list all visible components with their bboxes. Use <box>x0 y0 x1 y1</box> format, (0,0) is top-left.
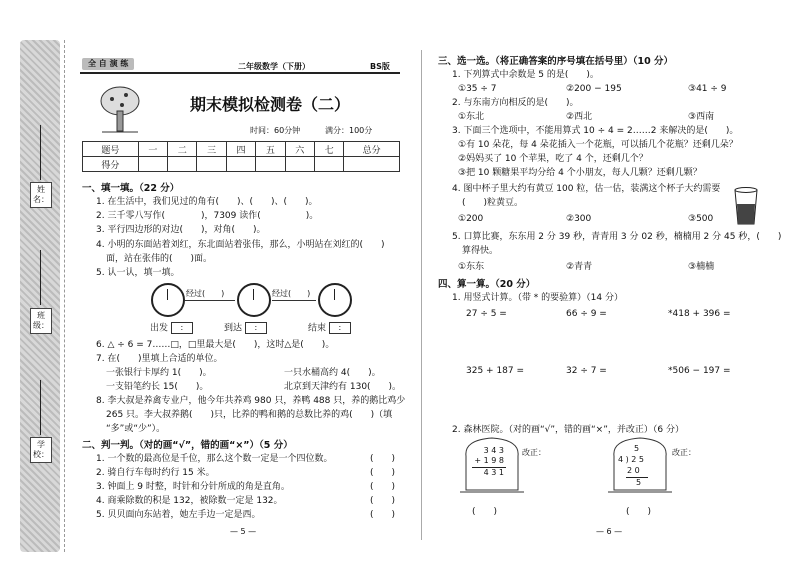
cut-line <box>64 40 65 552</box>
score-blank[interactable] <box>314 157 343 172</box>
class-label: 班级： <box>30 308 52 334</box>
s3-q5-line2: 算得快。 <box>462 246 499 256</box>
div-expression: 4 ) 2 5 <box>618 455 645 464</box>
s2-answer-2[interactable]: ( ) <box>370 468 396 478</box>
end-row <box>308 322 351 335</box>
s4-q1: 1. 用竖式计算。（带 * 的要验算）（14 分） <box>452 293 623 303</box>
s1-q4-line2: 面，站在张伟的( )面。 <box>106 254 213 264</box>
s3-q3: 3. 下面三个选项中，不能用算式 10 ÷ 4 = 2……2 来解决的是( )。 <box>452 126 739 136</box>
s3-q3-b: ②妈妈买了 10 个苹果，吃了 4 个，还剩几个？ <box>458 154 648 164</box>
score-label: 得分 <box>83 157 139 172</box>
depart-row <box>150 322 193 335</box>
score-blank[interactable] <box>285 157 314 172</box>
page-number-right: — 6 — <box>596 527 623 536</box>
calc-6: *506 − 197 = <box>668 366 731 376</box>
s3-q1-opt3: ③41 ÷ 9 <box>688 84 727 94</box>
page-divider <box>421 50 422 540</box>
name-line <box>40 125 41 180</box>
s1-q8-line1: 8. 李大叔是养禽专业户，他今年共养鸡 980 只，养鸭 488 只，养的鹅比鸡少 <box>96 396 406 406</box>
calc-1: 27 ÷ 5 = <box>466 309 507 319</box>
s3-q4-opt1: ①200 <box>458 214 484 224</box>
score-blank[interactable] <box>197 157 226 172</box>
series-logo: 全 自 演 练 <box>82 58 134 70</box>
clock-arrive-icon <box>237 283 271 317</box>
section-4-heading: 四、算一算。（20 分） <box>438 279 536 290</box>
s3-q3-c: ③把 10 颗糖果平均分给 4 个小朋友，每人几颗？还剩几颗？ <box>458 168 702 178</box>
s3-q5-opt3: ③楠楠 <box>688 262 715 272</box>
add-result: 4 3 1 <box>483 468 504 477</box>
end-time-blank[interactable]: : <box>329 322 351 334</box>
calc-4: 325 + 187 = <box>466 366 525 376</box>
score-cell: 总分 <box>344 142 400 157</box>
calc-2: 66 ÷ 9 = <box>566 309 607 319</box>
page-number-left: — 5 — <box>230 527 257 536</box>
score-blank[interactable] <box>168 157 197 172</box>
div-quotient: 5 <box>634 444 640 453</box>
subject-label: 二年级数学（下册） <box>238 62 310 71</box>
s2-item-1: 1. 一个数的最高位是千位，那么这个数一定是一个四位数。 <box>96 454 333 464</box>
s2-item-4: 4. 商乘除数的积是 132，被除数一定是 132。 <box>96 496 283 506</box>
class-line <box>40 250 41 305</box>
fix-label-right: 改正： <box>672 448 696 457</box>
section-3-heading: 三、选一选。（将正确答案的序号填在括号里）（10 分） <box>438 56 674 67</box>
depart-label: 出发 <box>150 323 169 334</box>
s2-item-3: 3. 钟面上 9 时整，时针和分针所成的角是直角。 <box>96 482 290 492</box>
arrive-row <box>224 322 267 335</box>
arrow-2 <box>272 300 316 301</box>
score-cell: 六 <box>285 142 314 157</box>
s3-q4-line1: 4. 图中杯子里大约有黄豆 100 粒，估一估，装满这个杯子大约需要 <box>452 184 721 194</box>
s2-item-5: 5. 贝贝面向东站着，她左手边一定是西。 <box>96 510 261 520</box>
s3-q4-opt3: ③500 <box>688 214 714 224</box>
hospital-tree-right <box>606 436 674 498</box>
fix-label-left: 改正： <box>522 448 546 457</box>
s1-q2: 2. 三千零八写作( )，7309 读作( )。 <box>96 211 319 221</box>
s3-q5-opt1: ①东东 <box>458 262 485 272</box>
time-limit: 时间：60分钟 <box>250 126 301 135</box>
div-product: 2 0 <box>627 466 640 475</box>
s3-q4-line2: ( )粒黄豆。 <box>462 198 524 208</box>
s3-q5-line1: 5. 口算比赛，东东用 2 分 39 秒，青青用 3 分 02 秒，楠楠用 2 分 45 秒，( ) <box>452 232 782 242</box>
elapsed-2: 经过( ) <box>272 289 311 298</box>
s1-q3: 3. 平行四边形的对边( )，对角( )。 <box>96 225 266 235</box>
s1-q7c: 一支铅笔约长 15( )。 <box>106 382 209 392</box>
s3-q1-opt2: ②200 − 195 <box>566 84 622 94</box>
elapsed-1: 经过( ) <box>186 289 225 298</box>
hospital-answer-left[interactable]: ( ) <box>472 507 498 517</box>
s2-answer-3[interactable]: ( ) <box>370 482 396 492</box>
score-cell: 题号 <box>83 142 139 157</box>
arrow-1 <box>185 300 235 301</box>
exam-title: 期末模拟检测卷（二） <box>190 95 351 114</box>
tree-illustration <box>98 85 142 135</box>
s3-q2: 2. 与东南方向相反的是( )。 <box>452 98 579 108</box>
score-cell: 二 <box>168 142 197 157</box>
student-info-strip <box>20 40 60 552</box>
arrive-time-blank[interactable]: : <box>245 322 267 334</box>
s3-q1: 1. 下列算式中余数是 5 的是( )。 <box>452 70 599 80</box>
s3-q3-a: ①有 10 朵花，每 4 朵花插入一个花瓶，可以插几个花瓶？还剩几朵？ <box>458 140 738 150</box>
clock-start-icon <box>151 283 185 317</box>
s2-answer-4[interactable]: ( ) <box>370 496 396 506</box>
add-middle: + 1 9 8 <box>474 456 504 465</box>
s1-q7: 7. 在( )里填上合适的单位。 <box>96 354 223 364</box>
s3-q2-opt2: ②西北 <box>566 112 593 122</box>
edition-label: BS版 <box>370 62 390 71</box>
s1-q4-line1: 4. 小明的东面站着刘红，东北面站着张伟，那么，小明站在刘红的( ) <box>96 240 385 250</box>
calc-5: 32 ÷ 7 = <box>566 366 607 376</box>
hospital-answer-right[interactable]: ( ) <box>626 507 652 517</box>
score-cell: 四 <box>226 142 255 157</box>
s3-q2-opt3: ③西南 <box>688 112 715 122</box>
score-blank[interactable] <box>256 157 285 172</box>
school-line <box>40 380 41 435</box>
s3-q1-opt1: ①35 ÷ 7 <box>458 84 497 94</box>
arrive-label: 到达 <box>224 323 243 334</box>
s4-q2: 2. 森林医院。（对的画“√”，错的画“×”，并改正）（6 分） <box>452 425 684 435</box>
score-cell: 五 <box>256 142 285 157</box>
s3-q4-opt2: ②300 <box>566 214 592 224</box>
s2-answer-1[interactable]: ( ) <box>370 454 396 464</box>
name-label: 姓名： <box>30 182 52 208</box>
s2-answer-5[interactable]: ( ) <box>370 510 396 520</box>
end-label: 结束 <box>308 323 327 334</box>
score-cell: 七 <box>314 142 343 157</box>
full-score: 满分：100分 <box>325 126 373 135</box>
s2-item-2: 2. 骑自行车每时约行 15 米。 <box>96 468 215 478</box>
s1-q7b: 一只水桶高约 4( )。 <box>284 368 381 378</box>
depart-time-blank[interactable]: : <box>171 322 193 334</box>
s1-q7a: 一张银行卡厚约 1( )。 <box>106 368 212 378</box>
score-value-row <box>83 157 400 172</box>
school-label: 学校： <box>30 437 52 463</box>
score-cell: 一 <box>138 142 167 157</box>
s3-q5-opt2: ②青青 <box>566 262 593 272</box>
score-cell: 三 <box>197 142 226 157</box>
s1-q7d: 北京到天津约有 130( )。 <box>284 382 402 392</box>
section-1-heading: 一、填一填。（22 分） <box>82 183 180 194</box>
bean-cup-icon <box>733 186 759 226</box>
score-blank[interactable] <box>344 157 400 172</box>
s1-q8-line3: “多”或“少”）。 <box>106 424 166 434</box>
score-blank[interactable] <box>226 157 255 172</box>
clock-end-icon <box>318 283 352 317</box>
s3-q2-opt1: ①东北 <box>458 112 485 122</box>
s1-q8-line2: 265 只。李大叔养鹅( )只，比养的鸭和鹅的总数比养的鸡( )（填 <box>106 410 393 420</box>
add-top: 3 4 3 <box>483 446 504 455</box>
s1-q6: 6. △ ÷ 6 = 7……□，□里最大是( )，这时△是( )。 <box>96 340 335 350</box>
score-table <box>82 141 400 172</box>
score-header-row <box>83 142 400 157</box>
s1-q1: 1. 在生活中，我们见过的角有( )、( )、( )。 <box>96 197 318 207</box>
div-remainder: 5 <box>636 478 642 487</box>
score-blank[interactable] <box>138 157 167 172</box>
s1-q5: 5. 认一认，填一填。 <box>96 268 180 278</box>
calc-3: *418 + 396 = <box>668 309 731 319</box>
section-2-heading: 二、判一判。（对的画“√”，错的画“×”）（5 分） <box>82 440 293 451</box>
